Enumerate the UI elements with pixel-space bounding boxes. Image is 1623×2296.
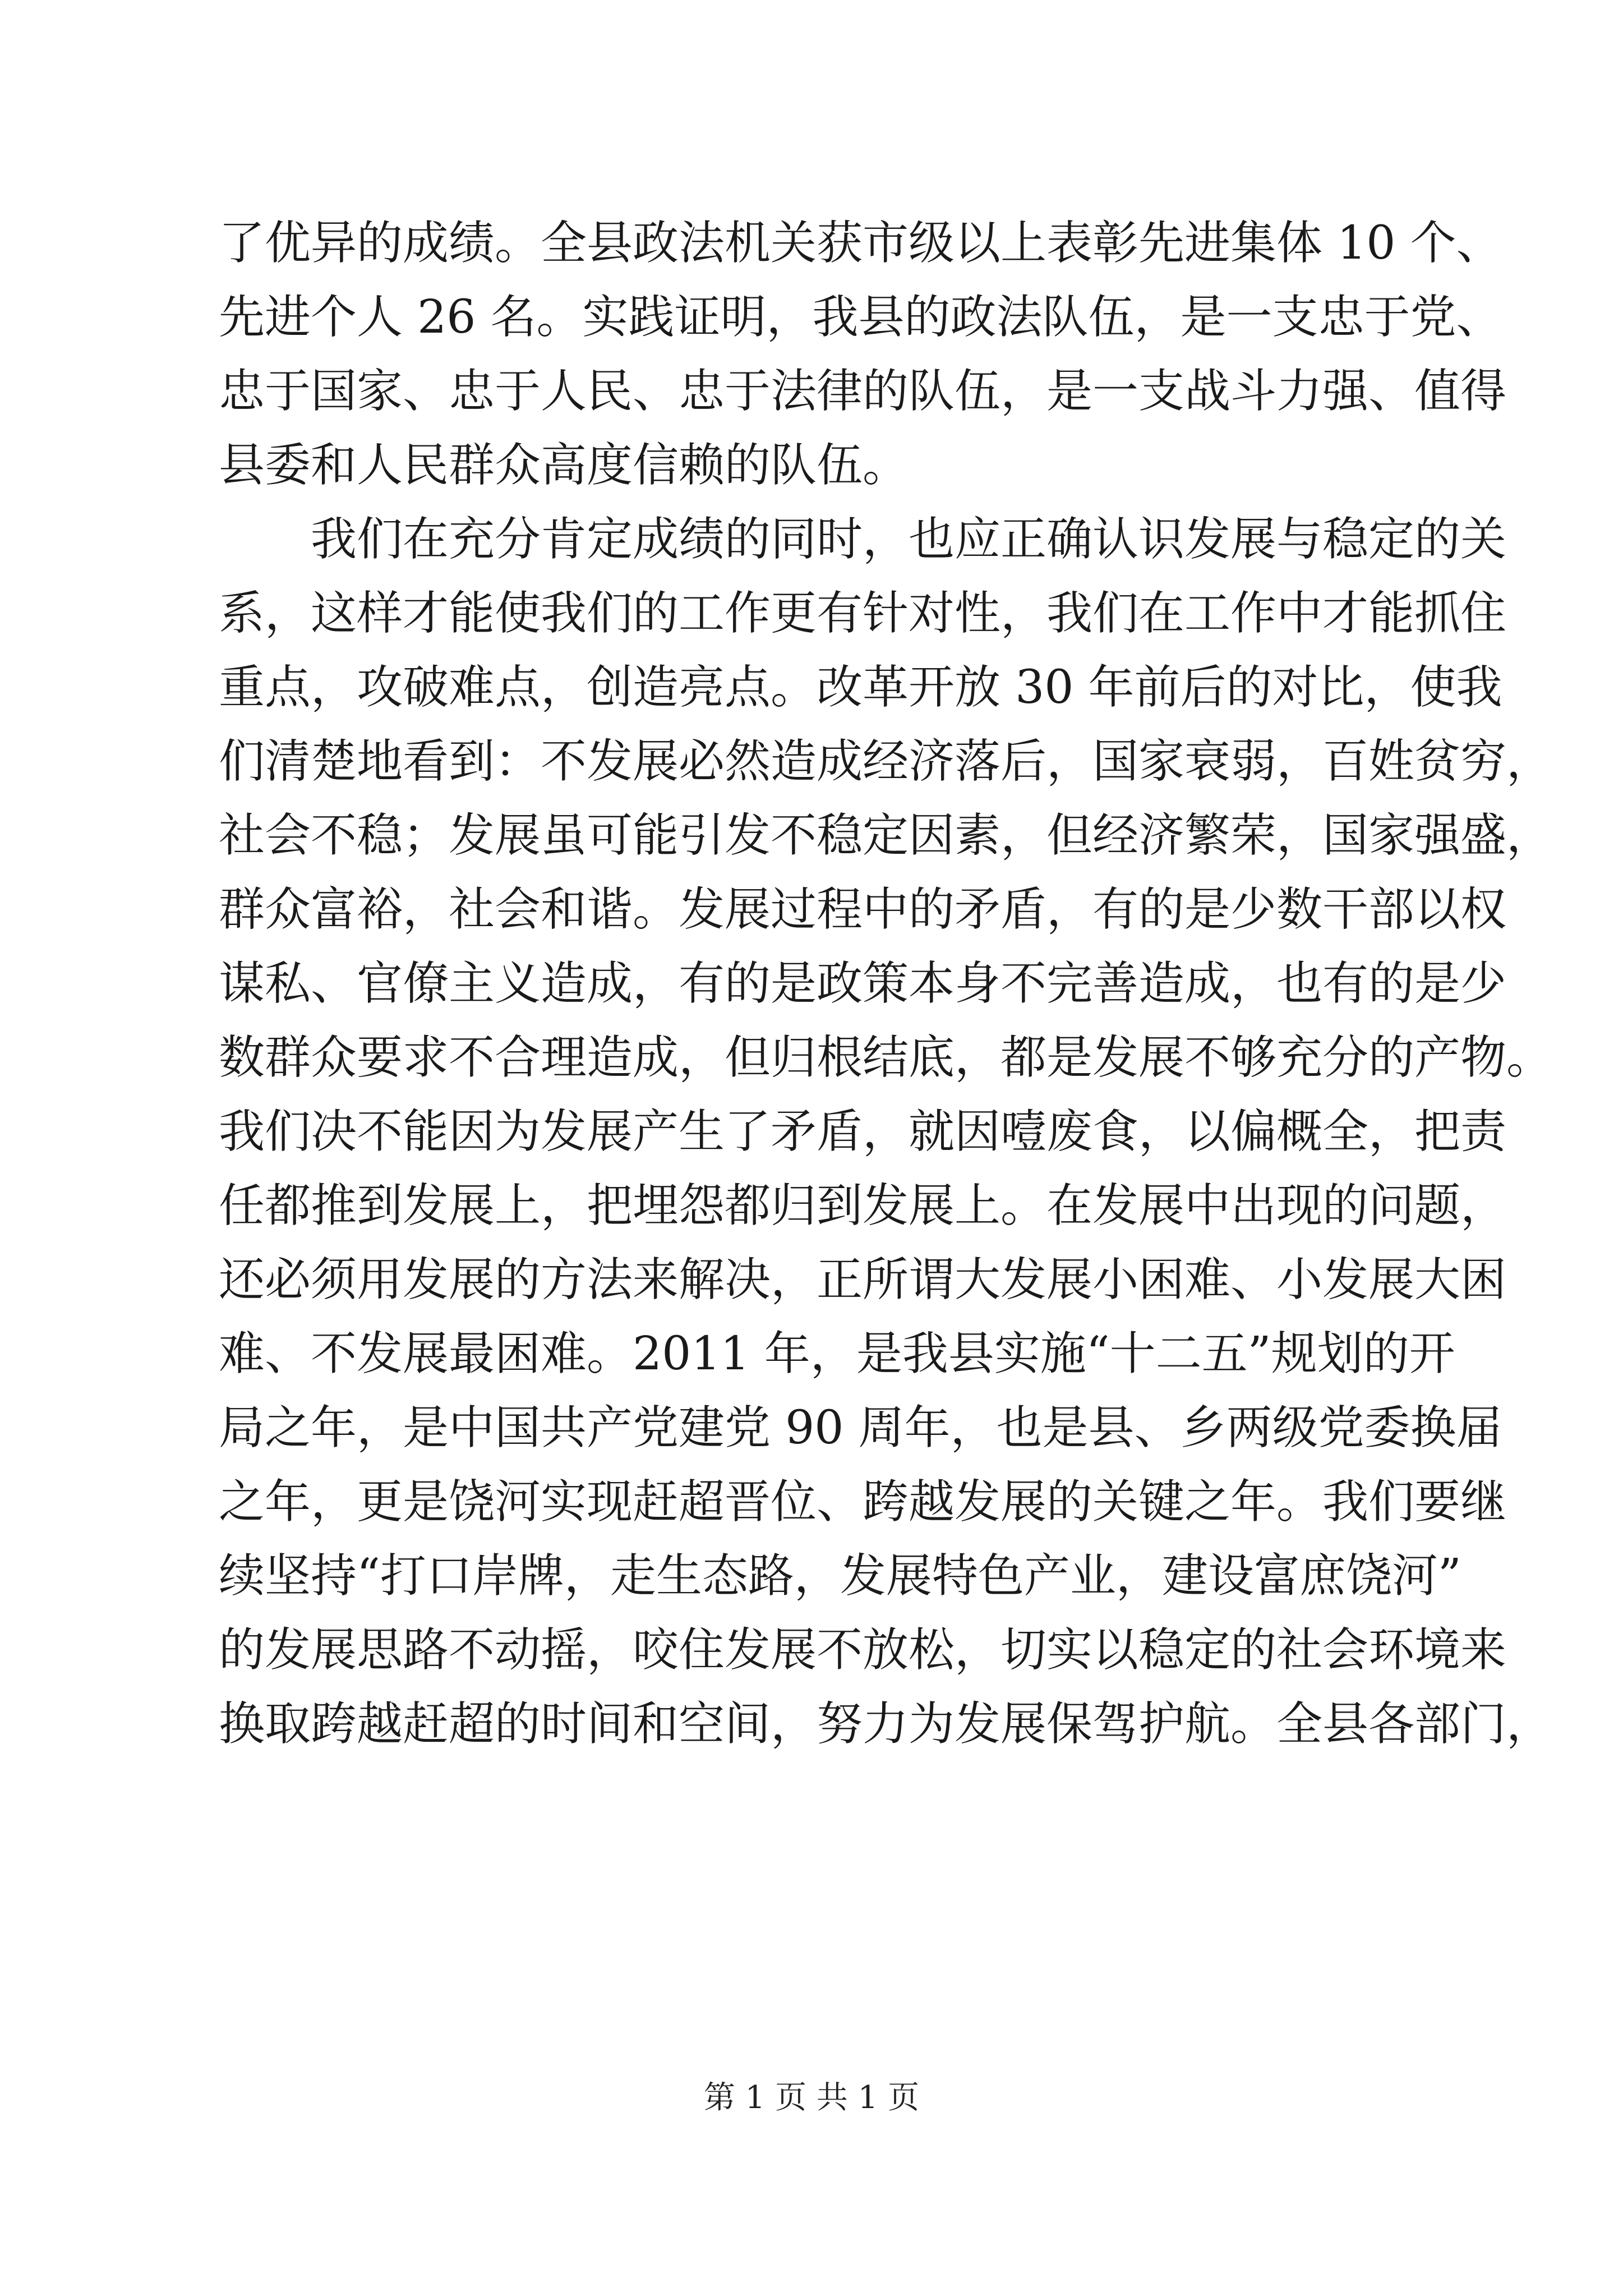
text-line: 县委和人民群众高度信赖的队伍。 [219, 439, 909, 492]
text-line: 数群众要求不合理造成，但归根结底，都是发展不够充分的产物。 [219, 1031, 1553, 1084]
text-line: 先进个人 26 名。实践证明，我县的政法队伍，是一支忠于党、 [219, 291, 1502, 344]
page-footer [0, 2076, 1623, 2120]
text-line: 群众富裕，社会和谐。发展过程中的矛盾，有的是少数干部以权 [219, 883, 1507, 936]
text-line: 系，这样才能使我们的工作更有针对性，我们在工作中才能抓住 [219, 587, 1507, 640]
paragraph-1 [219, 206, 1507, 503]
text-line: 换取跨越赶超的时间和空间，努力为发展保驾护航。全县各部门， [219, 1697, 1553, 1751]
text-line: 们清楚地看到：不发展必然造成经济落后，国家衰弱，百姓贫穷， [219, 735, 1553, 788]
text-line: 还必须用发展的方法来解决，正所谓大发展小困难、小发展大困 [219, 1253, 1507, 1306]
paragraph-2 [219, 503, 1553, 1761]
text-line: 之年，更是饶河实现赶超晋位、跨越发展的关键之年。我们要继 [219, 1475, 1507, 1529]
text-line: 的发展思路不动摇，咬住发展不放松，切实以稳定的社会环境来 [219, 1623, 1507, 1677]
text-line: 忠于国家、忠于人民、忠于法律的队伍，是一支战斗力强、值得 [219, 365, 1507, 418]
text-line: 了优异的成绩。全县政法机关获市级以上表彰先进集体 10 个、 [219, 217, 1502, 270]
text-line: 重点，攻破难点，创造亮点。改革开放 30 年前后的对比，使我 [219, 661, 1502, 714]
document-body [219, 206, 1553, 1761]
page-number-label: 第 1 页 共 1 页 [703, 2079, 920, 2116]
text-line: 我们在充分肯定成绩的同时，也应正确认识发展与稳定的关 [311, 513, 1507, 566]
text-line: 谋私、官僚主义造成，有的是政策本身不完善造成，也有的是少 [219, 957, 1507, 1010]
text-line: 续坚持“打口岸牌，走生态路，发展特色产业，建设富庶饶河” [219, 1549, 1461, 1603]
text-line: 局之年，是中国共产党建党 90 周年，也是县、乡两级党委换届 [219, 1401, 1502, 1455]
text-line: 我们决不能因为发展产生了矛盾，就因噎废食，以偏概全，把责 [219, 1105, 1507, 1158]
text-line: 难、不发展最困难。2011 年，是我县实施“十二五”规划的开 [219, 1327, 1455, 1381]
text-line: 任都推到发展上，把埋怨都归到发展上。在发展中出现的问题， [219, 1179, 1507, 1232]
text-line: 社会不稳；发展虽可能引发不稳定因素，但经济繁荣，国家强盛， [219, 809, 1553, 862]
